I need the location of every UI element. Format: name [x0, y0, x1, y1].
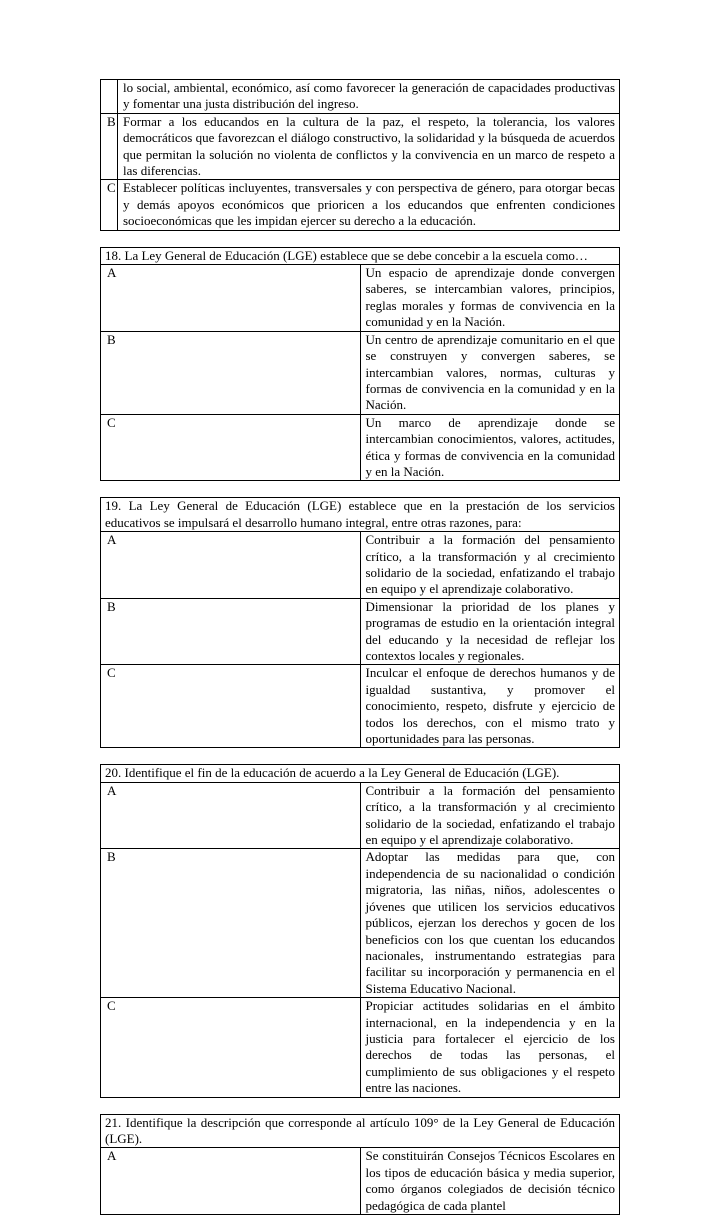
option-letter: A — [101, 782, 361, 849]
option-text: Se constituirán Consejos Técnicos Escolares en los tipos de educación básica y media superior, como órganos colegiados de decisión técnico pedagógica de cada plantel — [360, 1148, 620, 1215]
option-row — [101, 180, 620, 230]
question-table-19 — [100, 497, 620, 748]
option-text: Adoptar las medidas para que, con independencia de su nacionalidad o condición migratoria, las niñas, niños, adolescentes o jóvenes que utilicen los servicios educativos públicos, ejerzan los derechos y gocen de los beneficios con los que cuentan los educandos nacionales, instrumentando estrategias para facilitar su incorporación y permanencia en el Sistema Educativo Nacional. — [360, 849, 620, 998]
question-table-18 — [100, 247, 620, 482]
question-text: 20. Identifique el fin de la educación de acuerdo a la Ley General de Educación (LGE). — [101, 765, 620, 782]
option-text: Establecer políticas incluyentes, transversales y con perspectiva de género, para otorgar becas y demás apoyos económicos que prioricen a los educandos que enfrenten condiciones socioeconómicas que les impidan ejercer su derecho a la educación. — [118, 180, 620, 230]
option-row — [101, 80, 620, 114]
option-text: Formar a los educandos en la cultura de la paz, el respeto, la tolerancia, los valores democráticos que favorezcan el diálogo constructivo, la solidaridad y la búsqueda de acuerdos que permitan la solución no violenta de conflictos y la convivencia en un marco de respeto a las diferencias. — [118, 113, 620, 180]
option-row — [101, 782, 620, 849]
option-text: Contribuir a la formación del pensamiento crítico, a la transformación y al crecimiento solidario de la sociedad, enfatizando el trabajo en equipo y el aprendizaje colaborativo. — [360, 782, 620, 849]
option-letter: B — [101, 331, 361, 414]
option-letter: A — [101, 532, 361, 599]
option-row — [101, 849, 620, 998]
option-letter: C — [101, 180, 118, 230]
option-row — [101, 331, 620, 414]
question-table-17-continuation — [100, 79, 620, 231]
option-letter-blank — [101, 80, 118, 114]
option-row — [101, 1148, 620, 1215]
option-row — [101, 998, 620, 1097]
option-text: Un marco de aprendizaje donde se intercambian conocimientos, valores, actitudes, ética y formas de convivencia en la comunidad y en la Nación. — [360, 414, 620, 481]
option-row — [101, 665, 620, 748]
document-page — [100, 79, 620, 1231]
option-text: Contribuir a la formación del pensamiento crítico, a la transformación y al crecimiento solidario de la sociedad, enfatizando el trabajo en equipo y el aprendizaje colaborativo. — [360, 532, 620, 599]
question-text: 21. Identifique la descripción que corresponde al artículo 109° de la Ley General de Educación (LGE). — [101, 1114, 620, 1148]
option-letter: A — [101, 1148, 361, 1215]
question-table-21 — [100, 1114, 620, 1215]
question-row — [101, 498, 620, 532]
option-letter: B — [101, 849, 361, 998]
question-table-20 — [100, 764, 620, 1097]
question-text: 18. La Ley General de Educación (LGE) establece que se debe concebir a la escuela como… — [101, 247, 620, 264]
option-text: Dimensionar la prioridad de los planes y programas de estudio en la orientación integral del educando y la necesidad de reflejar los contextos locales y regionales. — [360, 598, 620, 665]
option-text: Un espacio de aprendizaje donde convergen saberes, se intercambian valores, principios, reglas morales y formas de convivencia en la comunidad y en la Nación. — [360, 265, 620, 332]
option-row — [101, 414, 620, 481]
option-letter: C — [101, 998, 361, 1097]
option-text: lo social, ambiental, económico, así como favorecer la generación de capacidades productivas y fomentar una justa distribución del ingreso. — [118, 80, 620, 114]
option-row — [101, 598, 620, 665]
option-text: Propiciar actitudes solidarias en el ámbito internacional, en la independencia y en la justicia para fortalecer el ejercicio de los derechos de todas las personas, el cumplimiento de sus obligaciones y el respeto entre las naciones. — [360, 998, 620, 1097]
question-row — [101, 247, 620, 264]
option-letter: B — [101, 113, 118, 180]
option-text: Inculcar el enfoque de derechos humanos y de igualdad sustantiva, y promover el conocimiento, respeto, disfrute y ejercicio de todos los derechos, con el mismo trato y oportunidades para las personas. — [360, 665, 620, 748]
option-letter: B — [101, 598, 361, 665]
option-row — [101, 265, 620, 332]
option-text: Un centro de aprendizaje comunitario en el que se construyen y convergen saberes, se intercambian valores, normas, culturas y formas de convivencia en la comunidad y en la Nación. — [360, 331, 620, 414]
option-row — [101, 113, 620, 180]
option-letter: C — [101, 665, 361, 748]
option-row — [101, 532, 620, 599]
question-row — [101, 1114, 620, 1148]
question-row — [101, 765, 620, 782]
option-letter: C — [101, 414, 361, 481]
question-text: 19. La Ley General de Educación (LGE) establece que en la prestación de los servicios educativos se impulsará el desarrollo humano integral, entre otras razones, para: — [101, 498, 620, 532]
option-letter: A — [101, 265, 361, 332]
